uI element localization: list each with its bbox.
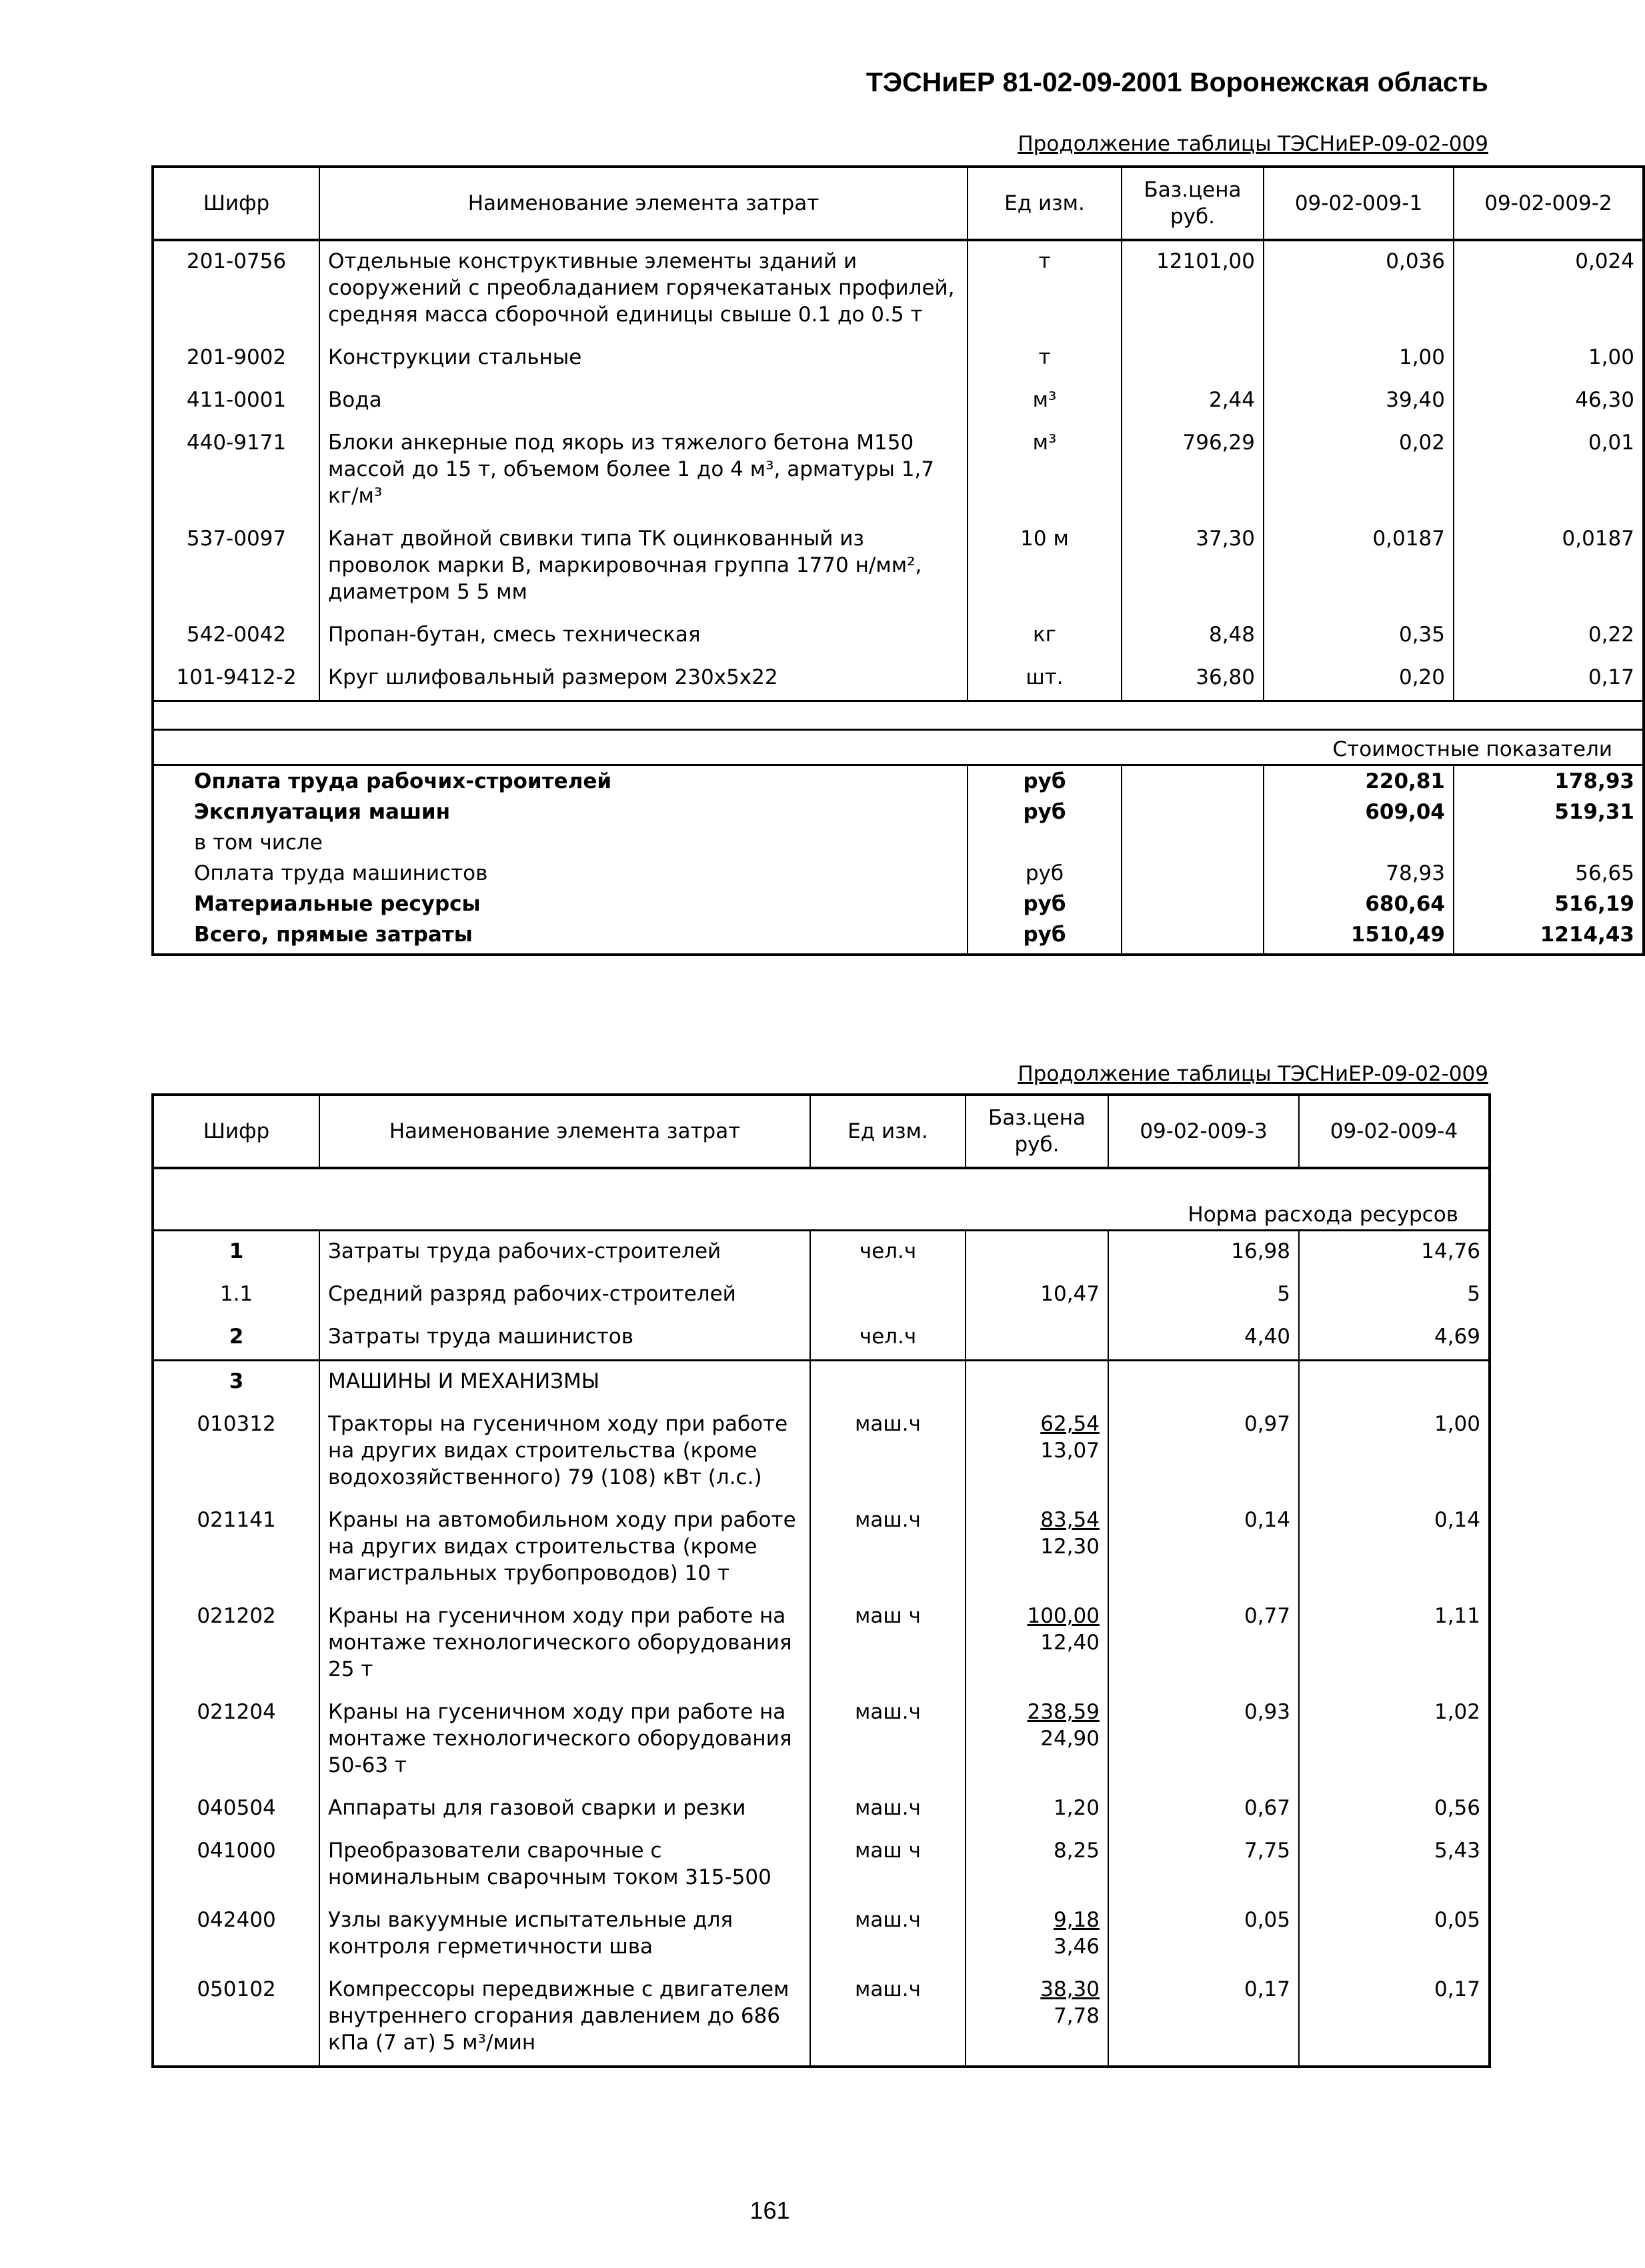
row-unit: [810, 1274, 966, 1317]
row-price: [966, 1500, 1108, 1596]
table-row: [153, 240, 1644, 337]
cost-price: [1122, 797, 1264, 827]
row-price: 8,48: [1122, 615, 1264, 657]
row-value: 0,93: [1108, 1692, 1299, 1788]
row-value: 0,0187: [1562, 527, 1634, 551]
machine-price: 83,54: [1040, 1508, 1100, 1532]
row-value: 0,22: [1588, 623, 1634, 647]
page-title: ТЭСНиЕР 81-02-09-2001 Воронежская область: [866, 67, 1488, 97]
cost-price: [1122, 827, 1264, 858]
cost-unit: [968, 827, 1122, 858]
cost-value: 1510,49: [1264, 919, 1454, 955]
cost-value: 516,19: [1554, 892, 1634, 916]
row-name: Краны на автомобильном ходу при работе на других видах строительства (кроме магистральных трубопроводов) 10 т: [319, 1500, 810, 1596]
row-name: Конструкции стальные: [319, 337, 968, 380]
row-value: 1,00: [1434, 1412, 1480, 1436]
cost-value: 220,81: [1264, 765, 1454, 797]
spacer-row: [153, 701, 1644, 730]
row-name: Канат двойной свивки типа ТК оцинкованный из проволок марки В, маркировочная группа 1770 н/мм², диаметром 5 5 мм: [319, 519, 968, 615]
row-unit: маш.ч: [810, 1788, 966, 1831]
table-row: [153, 380, 1644, 423]
row-value: 0,20: [1264, 657, 1454, 701]
column-header: Шифр: [153, 167, 319, 240]
row-code: 042400: [197, 1908, 276, 1932]
column-header: 09-02-009-3: [1108, 1095, 1299, 1168]
row-value: 5: [1108, 1274, 1299, 1317]
row-code: 101-9412-2: [176, 665, 297, 689]
row-value: 5: [1467, 1282, 1480, 1306]
row-code: 440-9171: [186, 431, 287, 455]
cost-unit: руб: [968, 919, 1122, 955]
table-row: [153, 1274, 1490, 1317]
column-header: 09-02-009-1: [1264, 167, 1454, 240]
row-unit: т: [968, 240, 1122, 337]
column-header: Ед изм.: [810, 1095, 966, 1168]
spacer-cell: [153, 701, 1644, 730]
row-price: [966, 1900, 1108, 1969]
row-value: 0,17: [1108, 1969, 1299, 2067]
row-value: [1299, 1361, 1490, 1405]
column-header: 09-02-009-4: [1299, 1095, 1490, 1168]
row-code: 2: [229, 1325, 244, 1349]
row-price: [966, 1692, 1108, 1788]
cost-label: Оплата труда машинистов: [153, 858, 968, 889]
page-number: 161: [749, 2197, 790, 2224]
cost-label: Материальные ресурсы: [153, 889, 968, 919]
column-header: Наименование элемента затрат: [319, 167, 968, 240]
cost-price: [1122, 889, 1264, 919]
section-label: Стоимостные показатели: [153, 730, 1644, 765]
row-code: 201-9002: [186, 345, 287, 369]
spacer-row: [153, 1168, 1490, 1196]
row-value: 0,97: [1108, 1404, 1299, 1500]
row-value: 46,30: [1575, 388, 1634, 412]
row-unit: маш.ч: [810, 1900, 966, 1969]
row-unit: маш.ч: [810, 1404, 966, 1500]
row-name: Затраты труда машинистов: [319, 1317, 810, 1361]
row-name: Блоки анкерные под якорь из тяжелого бетона М150 массой до 15 т, объемом более 1 до 4 м³, арматуры 1,7 кг/м³: [319, 423, 968, 519]
cost-value: [1264, 827, 1454, 858]
row-unit: м³: [968, 380, 1122, 423]
row-unit: маш.ч: [810, 1969, 966, 2067]
cost-label: Оплата труда рабочих-строителей: [153, 765, 968, 797]
machine-price: 238,59: [1027, 1700, 1100, 1724]
row-code: 021141: [197, 1508, 276, 1532]
row-name: Краны на гусеничном ходу при работе на монтаже технологического оборудования 25 т: [319, 1596, 810, 1692]
row-code: 542-0042: [186, 623, 287, 647]
row-price: [966, 1361, 1108, 1405]
row-price: [966, 1231, 1108, 1275]
column-header: Баз.цена руб.: [1122, 167, 1264, 240]
row-price: [1122, 337, 1264, 380]
row-code: 021202: [197, 1604, 276, 1628]
row-unit: маш.ч: [810, 1500, 966, 1596]
table-row: [153, 657, 1644, 701]
row-name: Компрессоры передвижные с двигателем внутреннего сгорания давлением до 686 кПа (7 ат) 5 м³/мин: [319, 1969, 810, 2067]
row-value: 0,05: [1108, 1900, 1299, 1969]
row-value: 0,14: [1434, 1508, 1480, 1532]
table-row: [153, 337, 1644, 380]
cost-value: 56,65: [1575, 861, 1634, 885]
row-value: 0,024: [1575, 249, 1634, 273]
row-value: 0,35: [1264, 615, 1454, 657]
row-price: 36,80: [1122, 657, 1264, 701]
column-header: Ед изм.: [968, 167, 1122, 240]
row-unit: чел.ч: [810, 1317, 966, 1361]
row-value: 0,17: [1588, 665, 1634, 689]
table1: [151, 165, 1645, 956]
row-code: 021204: [197, 1700, 276, 1724]
spacer-cell: [153, 1168, 1490, 1196]
row-unit: 10 м: [968, 519, 1122, 615]
cost-label: в том числе: [153, 827, 968, 858]
cost-row: [153, 827, 1644, 858]
cost-value: 680,64: [1264, 889, 1454, 919]
cost-value: [1454, 827, 1644, 858]
cost-price: [1122, 919, 1264, 955]
row-name: Аппараты для газовой сварки и резки: [319, 1788, 810, 1831]
machine-price: 38,30: [1040, 1977, 1100, 2001]
row-value: 16,98: [1108, 1231, 1299, 1275]
row-unit: маш ч: [810, 1831, 966, 1900]
row-code: 050102: [197, 1977, 276, 2001]
table-row: [153, 1500, 1490, 1596]
row-price: [966, 1969, 1108, 2067]
operator-wage: 3,46: [1053, 1935, 1100, 1959]
row-code: 1: [153, 1231, 319, 1275]
column-header: 09-02-009-2: [1454, 167, 1644, 240]
row-value: 0,02: [1264, 423, 1454, 519]
cost-unit: руб: [968, 765, 1122, 797]
table-row: [153, 519, 1644, 615]
row-value: [1108, 1361, 1299, 1405]
row-name: Затраты труда рабочих-строителей: [319, 1231, 810, 1275]
row-value: 0,77: [1108, 1596, 1299, 1692]
column-header: Шифр: [153, 1095, 319, 1168]
row-value: 1,00: [1264, 337, 1454, 380]
row-value: 0,14: [1108, 1500, 1299, 1596]
row-value: 4,40: [1108, 1317, 1299, 1361]
row-code: 201-0756: [186, 249, 287, 273]
row-code: 041000: [197, 1839, 276, 1863]
row-code: 1.1: [219, 1282, 253, 1306]
row-value: 0,0187: [1264, 519, 1454, 615]
row-name: Тракторы на гусеничном ходу при работе на других видах строительства (кроме водохозяйственного) 79 (108) кВт (л.с.): [319, 1404, 810, 1500]
row-price: 10,47: [966, 1274, 1108, 1317]
table-row: [153, 1596, 1490, 1692]
row-name: Средний разряд рабочих-строителей: [319, 1274, 810, 1317]
table2-header-row: [153, 1095, 1490, 1168]
row-unit: т: [968, 337, 1122, 380]
table1-header-row: [153, 167, 1644, 240]
row-name: Отдельные конструктивные элементы зданий и сооружений с преобладанием горячекатаных профилей, средняя масса сборочной единицы свыше 0.1 до 0.5 т: [319, 240, 968, 337]
table-row: [153, 1404, 1490, 1500]
cost-value: 178,93: [1554, 769, 1634, 793]
row-name: Краны на гусеничном ходу при работе на монтаже технологического оборудования 50-63 т: [319, 1692, 810, 1788]
row-value: 1,00: [1588, 345, 1634, 369]
row-value: 1,02: [1434, 1700, 1480, 1724]
section-row: [153, 730, 1644, 765]
row-value: 0,036: [1264, 240, 1454, 337]
table1-caption: Продолжение таблицы ТЭСНиЕР-09-02-009: [1018, 132, 1488, 156]
table2-caption: Продолжение таблицы ТЭСНиЕР-09-02-009: [1018, 1062, 1488, 1086]
section-label: Норма расхода ресурсов: [153, 1196, 1490, 1231]
cost-row: [153, 797, 1644, 827]
cost-row: [153, 889, 1644, 919]
row-value: 0,56: [1434, 1796, 1480, 1820]
table-row: [153, 1231, 1490, 1275]
row-value: 14,76: [1299, 1231, 1490, 1275]
operator-wage: 12,40: [1040, 1631, 1100, 1655]
row-code: 040504: [197, 1796, 276, 1820]
row-name: Вода: [319, 380, 968, 423]
machine-price: 9,18: [1053, 1908, 1100, 1932]
table2: [151, 1093, 1491, 2068]
row-unit: шт.: [968, 657, 1122, 701]
table-row: [153, 615, 1644, 657]
row-unit: маш ч: [810, 1596, 966, 1692]
table-row: [153, 1361, 1490, 1405]
row-code: 537-0097: [186, 527, 287, 551]
row-value: 0,01: [1588, 431, 1634, 455]
machine-price: 62,54: [1040, 1412, 1100, 1436]
row-price: [966, 1317, 1108, 1361]
row-name: Преобразователи сварочные с номинальным сварочным током 315-500: [319, 1831, 810, 1900]
operator-wage: 12,30: [1040, 1535, 1100, 1559]
table-row: [153, 1788, 1490, 1831]
row-price: 1,20: [966, 1788, 1108, 1831]
cost-unit: руб: [968, 889, 1122, 919]
column-header: Баз.цена руб.: [966, 1095, 1108, 1168]
row-code: 411-0001: [186, 388, 287, 412]
row-value: 7,75: [1108, 1831, 1299, 1900]
row-value: 0,17: [1434, 1977, 1480, 2001]
table-row: [153, 1831, 1490, 1900]
table-row: [153, 1900, 1490, 1969]
table-row: [153, 1317, 1490, 1361]
row-unit: м³: [968, 423, 1122, 519]
cost-value: 1214,43: [1540, 923, 1634, 947]
cost-row: [153, 858, 1644, 889]
section-row: [153, 1196, 1490, 1231]
operator-wage: 24,90: [1040, 1727, 1100, 1751]
cost-row: [153, 919, 1644, 955]
row-name: Пропан-бутан, смесь техническая: [319, 615, 968, 657]
table-row: [153, 423, 1644, 519]
row-unit: [810, 1361, 966, 1405]
cost-price: [1122, 858, 1264, 889]
row-price: [966, 1596, 1108, 1692]
row-value: 4,69: [1434, 1325, 1480, 1349]
cost-label: Всего, прямые затраты: [153, 919, 968, 955]
cost-price: [1122, 765, 1264, 797]
row-value: 0,67: [1108, 1788, 1299, 1831]
row-price: 8,25: [966, 1831, 1108, 1900]
row-price: 2,44: [1122, 380, 1264, 423]
row-code: 3: [153, 1361, 319, 1405]
row-value: 0,05: [1434, 1908, 1480, 1932]
row-code: 010312: [197, 1412, 276, 1436]
operator-wage: 7,78: [1053, 2004, 1100, 2028]
table-row: [153, 1969, 1490, 2067]
cost-value: 519,31: [1554, 800, 1634, 824]
row-value: 39,40: [1264, 380, 1454, 423]
cost-row: [153, 765, 1644, 797]
row-unit: чел.ч: [810, 1231, 966, 1275]
column-header: Наименование элемента затрат: [319, 1095, 810, 1168]
table-row: [153, 1692, 1490, 1788]
row-name: Круг шлифовальный размером 230х5х22: [319, 657, 968, 701]
row-price: 12101,00: [1122, 240, 1264, 337]
row-unit: маш.ч: [810, 1692, 966, 1788]
row-price: 796,29: [1122, 423, 1264, 519]
cost-unit: руб: [968, 858, 1122, 889]
machine-price: 100,00: [1027, 1604, 1100, 1628]
cost-label: Эксплуатация машин: [153, 797, 968, 827]
cost-unit: руб: [968, 797, 1122, 827]
row-value: 5,43: [1434, 1839, 1480, 1863]
row-unit: кг: [968, 615, 1122, 657]
row-name: Узлы вакуумные испытательные для контроля герметичности шва: [319, 1900, 810, 1969]
row-price: [966, 1404, 1108, 1500]
cost-value: 609,04: [1264, 797, 1454, 827]
cost-value: 78,93: [1264, 858, 1454, 889]
row-price: 37,30: [1122, 519, 1264, 615]
row-name: МАШИНЫ И МЕХАНИЗМЫ: [319, 1361, 810, 1405]
operator-wage: 13,07: [1040, 1439, 1100, 1463]
row-value: 1,11: [1434, 1604, 1480, 1628]
